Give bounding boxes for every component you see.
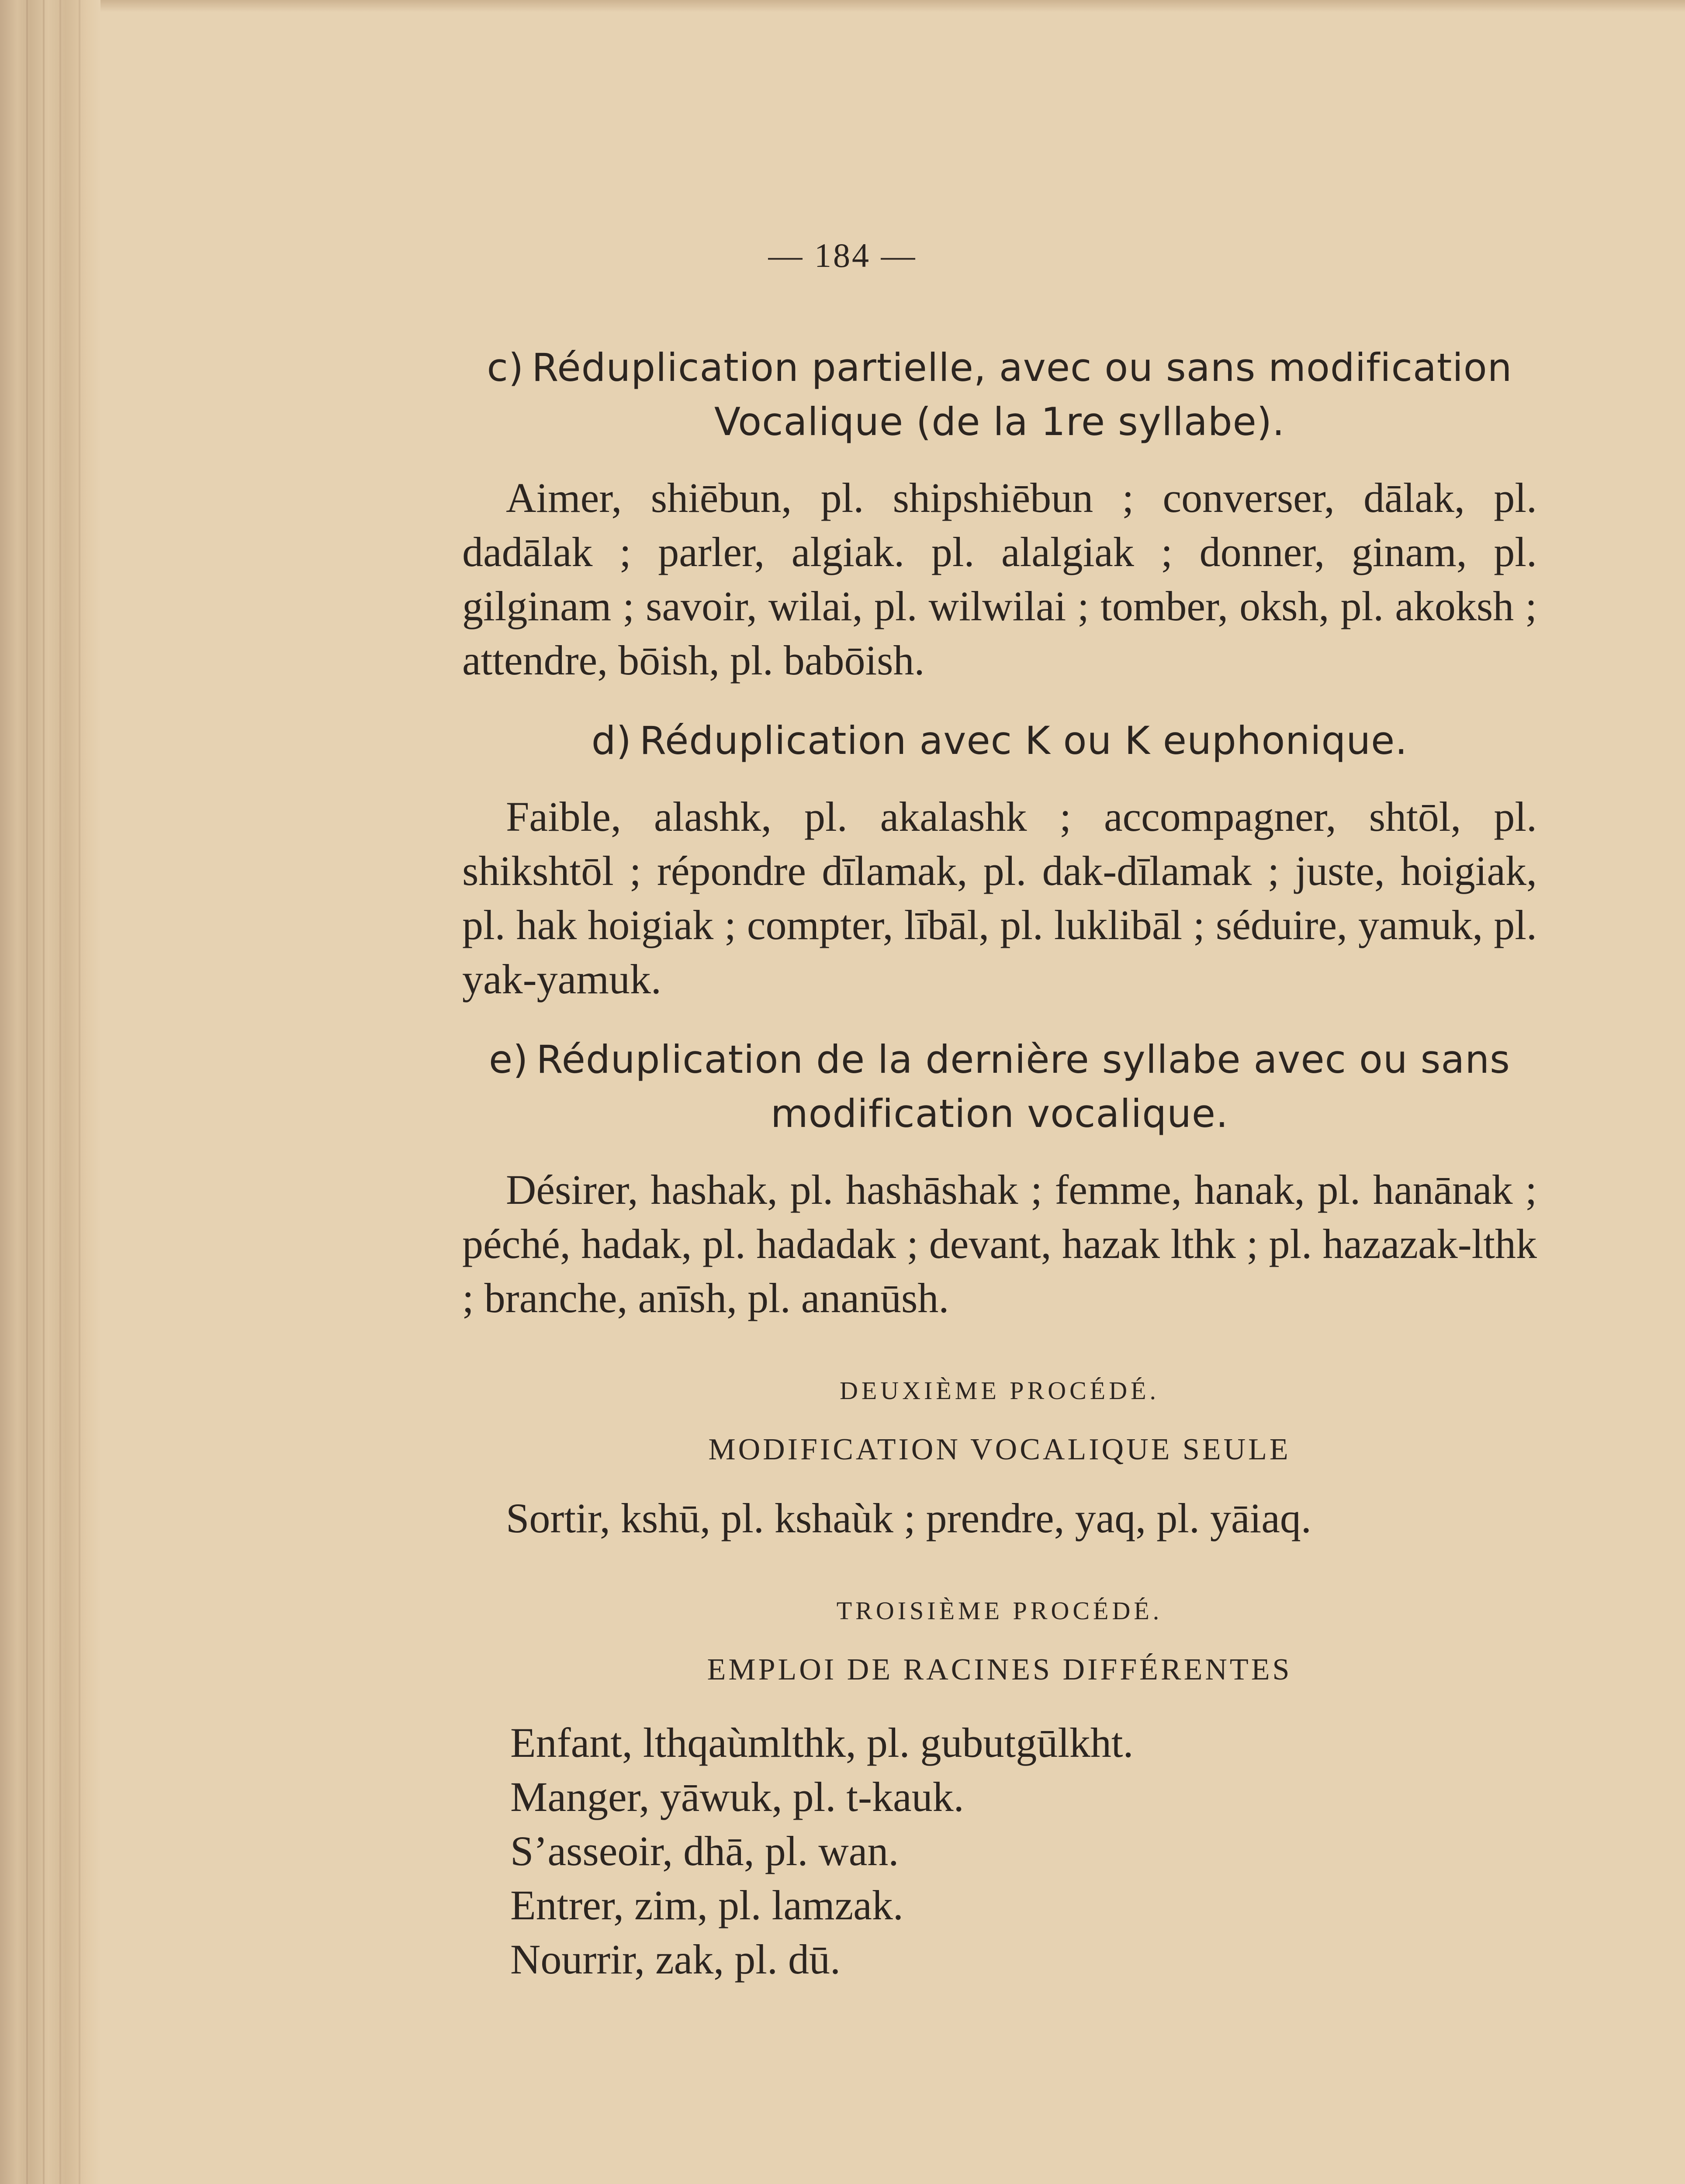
section-d-label: d) bbox=[591, 718, 632, 763]
procedure2-heading: DEUXIÈME PROCÉDÉ. bbox=[839, 1376, 1160, 1405]
page-top-edge bbox=[0, 0, 1685, 12]
section-d-title-line1: Réduplication avec K ou K euphonique. bbox=[639, 718, 1408, 763]
section-c-title-line2: Vocalique (de la 1re syllabe). bbox=[714, 399, 1285, 444]
page-number: — 184 — bbox=[768, 236, 917, 274]
section-e-label: e) bbox=[489, 1037, 529, 1082]
list-item: Manger, yāwuk, pl. t-kauk. bbox=[510, 1773, 964, 1820]
procedure2-subheading: MODIFICATION VOCALIQUE SEULE bbox=[708, 1433, 1291, 1466]
list-item: Nourrir, zak, pl. dū. bbox=[510, 1936, 841, 1983]
section-c-title-line1: Réduplication partielle, avec ou sans modification bbox=[532, 345, 1512, 390]
section-c-text: Aimer, shiēbun, pl. shipshiēbun ; converser, dālak, pl. dadālak ; parler, algiak. pl. alalgiak ; donner, ginam, pl. gilginam ; savoir, wilai, pl. wilwilai ; tomber, oksh, pl. akoksh ; attendre, bōish, pl. babōish. bbox=[462, 474, 1537, 684]
procedure3-subheading: EMPLOI DE RACINES DIFFÉRENTES bbox=[707, 1653, 1292, 1686]
section-c-label: c) bbox=[487, 345, 524, 390]
section-e-text: Désirer, hashak, pl. hashāshak ; femme, hanak, pl. hanānak ; péché, hadak, pl. hadadak ; devant, hazak lthk ; pl. hazazak-lthk ; branche, anīsh, pl. ananūsh. bbox=[462, 1166, 1537, 1321]
page-edge-leaves bbox=[0, 0, 100, 2184]
section-d-text: Faible, alashk, pl. akalashk ; accompagner, shtōl, pl. shikshtōl ; répondre dīlamak, pl. dak-dīlamak ; juste, hoigiak, pl. hak hoigiak ; compter, lībāl, pl. luklibāl ; séduire, yamuk, pl. yak-yamuk. bbox=[462, 793, 1537, 1002]
section-e-title-line1: Réduplication de la dernière syllabe avec ou sans bbox=[536, 1037, 1510, 1082]
page-content bbox=[462, 341, 1537, 1987]
section-c-heading bbox=[462, 341, 1537, 449]
procedure3-list bbox=[510, 1716, 1537, 1987]
procedure2-text: Sortir, kshū, pl. kshaùk ; prendre, yaq, pl. yāiaq. bbox=[506, 1495, 1311, 1541]
list-item: Enfant, lthqaùmlthk, pl. gubutgūlkht. bbox=[510, 1719, 1134, 1766]
section-e-heading bbox=[462, 1033, 1537, 1141]
section-e-title-line2: modification vocalique. bbox=[770, 1091, 1229, 1136]
section-d-heading bbox=[462, 714, 1537, 768]
procedure3-heading: TROISIÈME PROCÉDÉ. bbox=[836, 1597, 1163, 1625]
list-item: Entrer, zim, pl. lamzak. bbox=[510, 1882, 903, 1928]
list-item: S’asseoir, dhā, pl. wan. bbox=[510, 1828, 899, 1874]
